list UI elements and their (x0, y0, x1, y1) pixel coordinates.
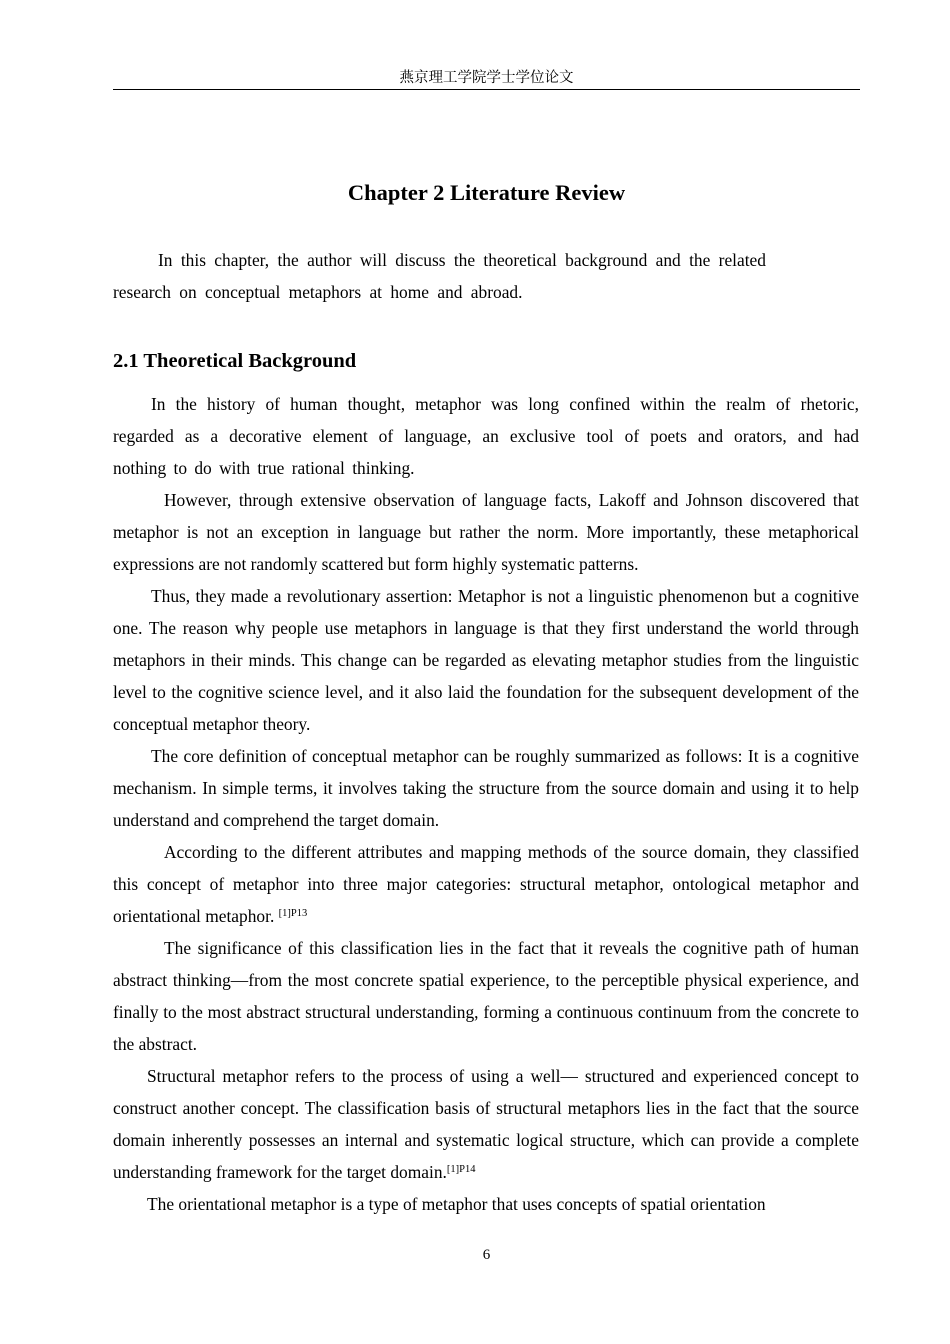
paragraph-8 (113, 1188, 859, 1220)
citation: [1]P14 (446, 1164, 476, 1175)
paragraph-7 (113, 1060, 859, 1188)
paragraph-text: In the history of human thought, metaphor was long confined within the realm of rhetoric, regarded as a decorative element of language, an exclusive tool of poets and orators, and had nothing to do with true rational thinking. (113, 394, 859, 478)
paragraph-text: However, through extensive observation of language facts, Lakoff and Johnson discovered that metaphor is not an exception in language but rather the norm. More importantly, these metaphorical expressions are not randomly scattered but form highly systematic patterns. (113, 490, 859, 574)
paragraph-text: According to the different attributes and mapping methods of the source domain, they classified this concept of metaphor into three major categories: structural metaphor, ontological metaphor and orientational metaphor. (113, 842, 859, 926)
paragraph-2 (113, 484, 859, 580)
paragraph-1 (113, 388, 859, 484)
paragraph-5 (113, 836, 859, 932)
intro-paragraph (113, 244, 833, 308)
paragraph-text: Thus, they made a revolutionary assertion: Metaphor is not a linguistic phenomenon but a cognitive one. The reason why people use metaphors in language is that they first understand the world through metaphors in their minds. This change can be regarded as elevating metaphor studies from the linguistic level to the cognitive science level, and it also laid the foundation for the subsequent development of the conceptual metaphor theory. (113, 586, 859, 734)
paragraph-3 (113, 580, 859, 740)
chapter-title: Chapter 2 Literature Review (347, 180, 626, 205)
citation: [1]P13 (278, 908, 308, 919)
paragraph-text: Structural metaphor refers to the process of using a well— structured and experienced concept to construct another concept. The classification basis of structural metaphors lies in the fact that the source domain inherently possesses an internal and systematic logical structure, which can provide a complete understanding framework for the target domain. (113, 1066, 859, 1182)
page-number: 6 (482, 1247, 491, 1263)
intro-line-1: In this chapter, the author will discuss the theoretical background and the related (158, 250, 766, 270)
paragraph-text: The core definition of conceptual metaphor can be roughly summarized as follows: It is a cognitive mechanism. In simple terms, it involves taking the structure from the source domain and using it to help understand and comprehend the target domain. (113, 746, 859, 830)
paragraph-6 (113, 932, 859, 1060)
paragraph-text: The orientational metaphor is a type of metaphor that uses concepts of spatial orientation (147, 1194, 766, 1214)
page-header: 燕京理工学院学士学位论文 (113, 68, 860, 90)
paragraph-4 (113, 740, 859, 836)
section-body (113, 388, 859, 1220)
section-heading: 2.1 Theoretical Background (113, 350, 357, 372)
intro-line-2: research on conceptual metaphors at home and abroad. (113, 282, 523, 302)
paragraph-text: The significance of this classification lies in the fact that it reveals the cognitive path of human abstract thinking—from the most concrete spatial experience, to the perceptible physical experience, and finally to the most abstract structural understanding, forming a continuous continuum from the concrete to the abstract. (113, 938, 859, 1054)
